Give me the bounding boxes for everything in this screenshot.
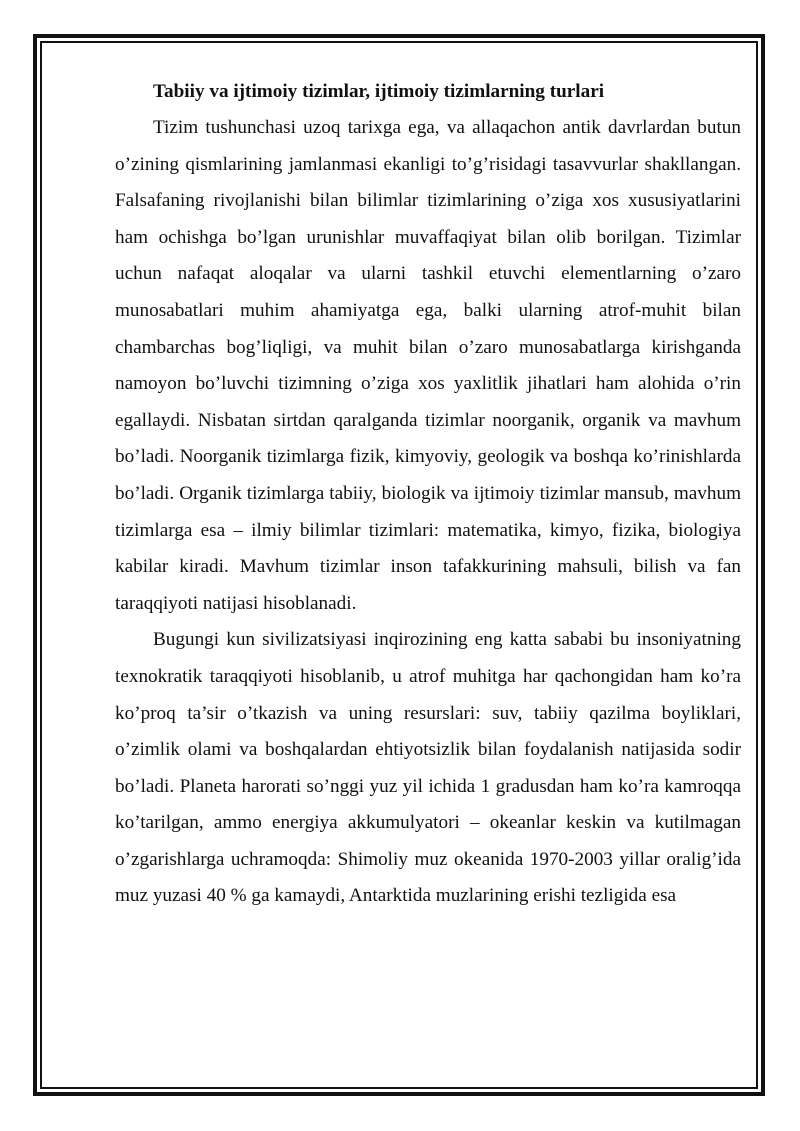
document-title: Tabiiy va ijtimoiy tizimlar, ijtimoiy tizimlarning turlari: [153, 81, 605, 102]
paragraph-systems-concept: Tizim tushunchasi uzoq tarixga ega, va allaqachon antik davrlardan butun o’zining qismlarining jamlanmasi ekanligi to’g’risidagi tasavvurlar shakllangan. Falsafaning rivojlanishi bilan bilimlar tizimlarining o’ziga xos xususiyatlarini ham ochishga bo’lgan urunishlar muvaffaqiyat bilan olib borilgan. Tizimlar uchun nafaqat aloqalar va ularni tashkil etuvchi elementlarning o’zaro munosabatlari muhim ahamiyatga ega, balki ularning atrof-muhit bilan chambarchas bog’liqligi, va muhit bilan o’zaro munosabatlarga kirishganda namoyon bo’luvchi tizimning o’ziga xos yaxlitlik jihatlari ham alohida o’rin egallaydi. Nisbatan sirtdan qaralganda tizimlar noorganik, organik va mavhum bo’ladi. Noorganik tizimlarga fizik, kimyoviy, geologik va boshqa ko’rinishlarda bo’ladi. Organik tizimlarga tabiiy, biologik va ijtimoiy tizimlar mansub, mavhum tizimlarga esa – ilmiy bilimlar tizimlari: matematika, kimyo, fizika, biologiya kabilar kiradi. Mavhum tizimlar inson tafakkurining mahsuli, bilish va fan taraqqiyoti natijasi hisoblanadi.: [115, 117, 741, 614]
paragraph-civilization-crisis: Bugungi kun sivilizatsiyasi inqirozining eng katta sababi bu insoniyatning texnokratik taraqqiyoti hisoblanib, u atrof muhitga har qachongidan ham ko’ra ko’proq ta’sir o’tkazish va uning resurslari: suv, tabiiy qazilma boyliklari, o’zimlik olami va boshqalardan ehtiyotsizlik bilan foydalanish natijasida sodir bo’ladi. Planeta harorati so’nggi yuz yil ichida 1 gradusdan ham ko’ra kamroqqa ko’tarilgan, ammo energiya akkumulyatori – okeanlar keskin va kutilmagan o’zgarishlarga uchramoqda: Shimoliy muz okeanida 1970-2003 yillar oralig’ida muz yuzasi 40 % ga kamaydi, Antarktida muzlarining erishi tezligida esa: [115, 629, 741, 907]
document-body: [115, 74, 741, 1064]
